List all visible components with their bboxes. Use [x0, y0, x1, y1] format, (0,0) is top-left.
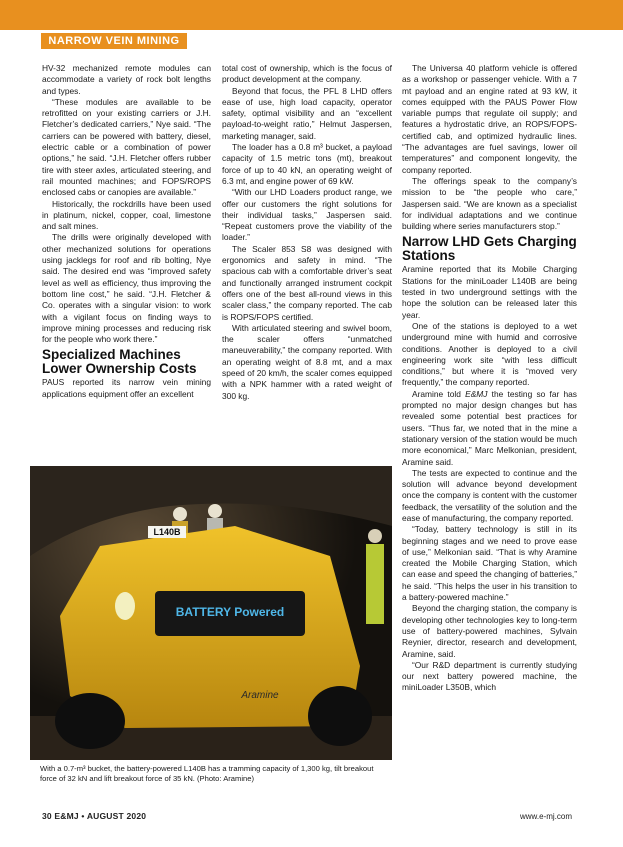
loader-photo-illustration: [30, 466, 392, 760]
paragraph: The Universa 40 platform vehicle is offered as a workshop or passenger vehicle. With a 7 mt payload and an engine rated at 93 kW, it comes equipped with the PAUS Power Flow variable pumps that regulate oil supply; and features a hydrostatic drive, an ROPS/FOPS-certified cab, and optimized hydraulic lines. “The advantages are fuel savings, lower oil temperatures” and component longevity, the company reported.: [402, 63, 577, 175]
paragraph: “Our R&D department is currently studying our next battery powered machine, the miniLoader L350B, which: [402, 659, 577, 693]
paragraph: “Today, battery technology is still in its beginning stages and we need to prove ease of use,” Melkonian said. “That is why Aramine created the Mobile Charging Station, which can ease and speed the changing of batteries,” he said. “This helps the user in his transition to a battery-powered machine.”: [402, 524, 577, 603]
paragraph: The loader has a 0.8 m³ bucket, a payload capacity of 1.5 metric tons (mt), breakout force of up to 40 kN, an operating weight of 6.3 mt, and engine power of 69 kW.: [222, 142, 392, 186]
page-footer-issue: 30 E&MJ • AUGUST 2020: [42, 811, 147, 821]
battery-label: BATTERY Powered: [175, 605, 285, 619]
helmet: [368, 529, 382, 543]
section-heading: Narrow LHD Gets Charging Stations: [402, 234, 577, 263]
paragraph: The offerings speak to the company’s mission to be “the people who care,” Jaspersen said. “We are known as a specialist for individual adaptations and we continue building where series manufacturers stop.”: [402, 175, 577, 232]
page-footer-url[interactable]: www.e-mj.com: [520, 812, 573, 821]
text-run: the testing so far has prompted no major design changes but has revealed some potential best practices for users. “Thus far, we noted that in the mine a stationary version of the station would be much more economical,” Marc Melkonian, president, Aramine said.: [402, 388, 577, 467]
magazine-name: E&MJ: [465, 388, 488, 399]
paragraph: “With our LHD Loaders product range, we offer our customers the right solutions for their individual tasks,” Jaspersen said. “Repeat customers prove the viability of the loader.”: [222, 187, 392, 243]
model-label: L140B: [153, 527, 181, 537]
paragraph: PAUS reported its narrow vein mining applications equipment offer an excellent: [42, 377, 211, 399]
headlight: [115, 592, 135, 620]
paragraph: With articulated steering and swivel boom, the scaler offers “unmatched maneuverability,” the company reported. With an operating weight of 8.8 mt, and a max speed of 20 km/h, the scaler comes equipped with a NPK hammer with a rated weight of 300 kg.: [222, 322, 392, 401]
paragraph: total cost of ownership, which is the focus of product development at the company.: [222, 63, 392, 85]
paragraph: The drills were originally developed with other mechanized solutions for operations using jacklegs for roof and rib bolting, Nye said. The desired end was “improved safety level as well as efficiency, thus improving the bottom line cost,” he said. “J.H. Fletcher & Co. operates with a singular vision: to work with a vigilant focus on finding ways to improve mining processes and reducing risk for the people who work there.”: [42, 232, 211, 345]
paragraph: Aramine reported that its Mobile Charging Stations for the miniLoader L140B are being tested in two underground settings with the hope the solution can be released later this year.: [402, 264, 577, 320]
brand-label: Aramine: [241, 690, 279, 701]
section-label: NARROW VEIN MINING: [41, 33, 187, 49]
photo-caption: With a 0.7-m³ bucket, the battery-powered L140B has a tramming capacity of 1,300 kg, tilt breakout force of 32 kN and lift breakout force of 35 kN. (Photo: Aramine): [40, 764, 374, 783]
section-heading: Specialized Machines Lower Ownership Costs: [42, 347, 197, 376]
paragraph: Beyond that focus, the PFL 8 LHD offers ease of use, high load capacity, operator safety, optimal visibility and an “excellent payload-to-weight ratio,” Helmut Jaspersen, marketing manager, said.: [222, 85, 392, 141]
paragraph: “These modules are available to be retrofitted on your existing carriers or J.H. Fletcher’s dedicated carriers,” Nye said. “The carriers can be powered with battery, diesel, electric cable or a combination of power options,” he said. “J.H. Fletcher offers rubber tire with steer axles, articulated steering, and rail mounted machines; and FOPS/ROPS enclosed cabs or canopies are available.”: [42, 96, 211, 198]
paragraph: HV-32 mechanized remote modules can accommodate a variety of rock bolt lengths and types.: [42, 63, 211, 96]
article-photo: [30, 466, 392, 760]
paragraph: The tests are expected to continue and the solution will advance beyond development once the company is content with the customer feedback, the versatility of the solution and the ease of manufacturing, the company reported.: [402, 467, 577, 523]
paragraph: Beyond the charging station, the company is developing other technologies key to long-term use of battery-powered machines, Sylvain Reynier, director, research and development, Aramine, said.: [402, 603, 577, 659]
paragraph: [402, 389, 577, 468]
helmet: [208, 504, 222, 518]
wheel: [55, 693, 125, 749]
column-2: [222, 63, 392, 402]
header-bar: [0, 0, 623, 30]
worker: [366, 544, 384, 624]
paragraph: One of the stations is deployed to a wet underground mine with humid and corrosive conditions. Another is deployed to a civil engineering work site “with less difficult conditions,” but where it is “moved very frequently,” the company reported.: [402, 320, 577, 388]
wheel: [308, 686, 372, 746]
text-run: Aramine told: [412, 388, 466, 399]
paragraph: Historically, the rockdrills have been used in platinum, nickel, copper, coal, limestone and salt mines.: [42, 198, 211, 232]
column-3: [402, 63, 577, 694]
column-1: [42, 63, 211, 400]
helmet: [173, 507, 187, 521]
paragraph: The Scaler 853 S8 was designed with ergonomics and safety in mind. “The spacious cab with a comfortable driver’s seat and functionally arranged instrument cockpit offers one of the best all-round views in this scaler class,” the company reported. The cab is ROPS/FOPS certified.: [222, 243, 392, 322]
